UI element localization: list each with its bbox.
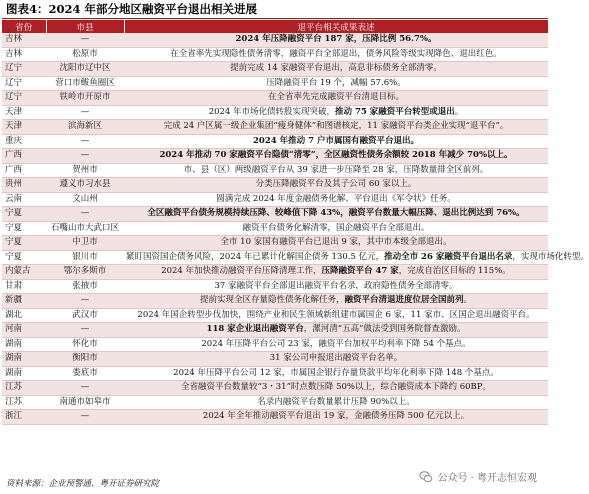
description-cell xyxy=(124,91,548,106)
province-cell: 内蒙古 xyxy=(2,265,46,280)
description-text: 。 xyxy=(463,295,473,306)
table-row xyxy=(2,192,548,207)
province-cell: 辽宁 xyxy=(2,62,46,77)
description-emphasis: 2024 年推动 70 家融资平台隐债“清零”，全区融资性债务余额较 2018 年减少 70%以上。 xyxy=(159,150,513,161)
description-text: 市、县（区）两级融资平台从 39 家进一步压降至 28 家，压降数量排全区前列。 xyxy=(183,164,489,175)
description-text: 名录内融资平台数量累计压降 90%以上。 xyxy=(257,396,415,407)
table-row xyxy=(2,395,548,410)
city-cell: 中卫市 xyxy=(46,236,124,251)
table-header-row xyxy=(2,20,548,33)
province-cell: 宁夏 xyxy=(2,250,46,265)
city-cell: — xyxy=(46,105,124,120)
watermark xyxy=(416,468,540,485)
table-row xyxy=(2,337,548,352)
table-row xyxy=(2,279,548,294)
city-cell: 南通市如皋市 xyxy=(46,395,124,410)
city-cell: — xyxy=(46,134,124,149)
table-row xyxy=(2,236,548,251)
table-row xyxy=(2,62,548,77)
description-text: 全省融资平台数量较“3・31”时点数压降 50%以上，综合融资成本下降约 60BP。 xyxy=(181,382,491,393)
province-cell: 云南 xyxy=(2,192,46,207)
description-text: 2024 年加快推动融资平台压降清理工作， xyxy=(161,266,322,277)
description-text: 分类压降融资平台及其子公司 60 家以上。 xyxy=(255,179,417,190)
table-row xyxy=(2,265,548,280)
description-text: 31 家公司申报退出融资平台名单。 xyxy=(269,353,403,364)
city-cell: 怀化市 xyxy=(46,337,124,352)
province-cell: 广西 xyxy=(2,163,46,178)
description-cell xyxy=(124,250,589,265)
description-emphasis: 推动全市 26 家融资平台退出名录 xyxy=(384,251,513,262)
province-cell: 天津 xyxy=(2,120,46,135)
description-text: 提前完成 14 家融资平台退出，高息非标债务全部清零。 xyxy=(230,63,442,74)
description-cell xyxy=(124,395,548,410)
province-cell: 广西 xyxy=(2,149,46,164)
city-cell: 衡阳市 xyxy=(46,352,124,367)
table-row xyxy=(2,105,548,120)
watermark-text: 公众号 · 粤开志恒宏观 xyxy=(437,473,537,484)
table-row xyxy=(2,381,548,396)
description-text: 完成 24 户区属一级企业集团“瘦身健体”和图谱核定，11 家融资平台类企业实现“退平台”。 xyxy=(163,121,509,132)
province-cell: 甘肃 xyxy=(2,279,46,294)
title-divider xyxy=(2,18,548,19)
description-cell xyxy=(124,294,548,309)
province-cell: 辽宁 xyxy=(2,91,46,106)
description-text: 圆满完成 2024 年度金融债务化解、平台退出《军令状》任务。 xyxy=(216,193,456,204)
city-cell: 遵义市习水县 xyxy=(46,178,124,193)
description-text: 2024 年压降平台公司 23 家，融资平台加权平均利率下降 54 个基点。 xyxy=(201,338,471,349)
table-row xyxy=(2,250,548,265)
description-text: 提前实现全区存量隐性债务化解任务， xyxy=(199,295,345,306)
header-description: 退平台相关成果表述 xyxy=(124,20,548,33)
table-row xyxy=(2,410,548,425)
city-cell: 银川市 xyxy=(46,250,124,265)
province-cell: 贵州 xyxy=(2,178,46,193)
table-row xyxy=(2,178,548,193)
description-cell xyxy=(124,279,548,294)
city-cell: — xyxy=(46,33,124,47)
table-row xyxy=(2,149,548,164)
source-note: 资料来源：企业预警通、粤开证券研究院 xyxy=(6,479,160,489)
table-row xyxy=(2,294,548,309)
description-text: 压降融资平台 19 个，减幅 57.6%。 xyxy=(266,77,406,88)
description-cell xyxy=(124,323,548,338)
description-emphasis: 融资平台清退进度位居全国前列 xyxy=(344,295,464,306)
province-cell: 浙江 xyxy=(2,410,46,425)
city-cell: — xyxy=(46,207,124,222)
city-cell: 营口市鲅鱼圈区 xyxy=(46,76,124,91)
province-cell: 天津 xyxy=(2,105,46,120)
city-cell: 武汉市 xyxy=(46,308,124,323)
province-cell: 宁夏 xyxy=(2,221,46,236)
table-row xyxy=(2,323,548,338)
city-cell: 沈阳市辽中区 xyxy=(46,62,124,77)
table-row xyxy=(2,308,548,323)
description-text: ，实现市场化转型。 xyxy=(512,251,589,262)
table-row xyxy=(2,207,548,222)
description-text: ，漯河清“五高”做法受到国务院督查激励。 xyxy=(303,324,466,335)
description-cell xyxy=(124,352,548,367)
description-cell xyxy=(124,163,548,178)
description-cell xyxy=(124,221,548,236)
province-cell: 湖南 xyxy=(2,366,46,381)
description-cell xyxy=(124,105,548,120)
wechat-icon xyxy=(419,470,433,484)
description-cell xyxy=(124,207,548,222)
description-text: 2024 年压降平台公司 12 家，市属国企银行存量贷款平均年化利率下降 148 个基点。 xyxy=(173,367,499,378)
city-cell: — xyxy=(46,381,124,396)
description-emphasis: 118 家企业退出融资平台 xyxy=(206,324,304,335)
description-cell xyxy=(124,366,548,381)
city-cell: — xyxy=(46,323,124,338)
province-cell: 湖北 xyxy=(2,308,46,323)
province-cell: 湖南 xyxy=(2,337,46,352)
city-cell: — xyxy=(46,410,124,425)
description-cell xyxy=(124,192,548,207)
description-text: 在全省率先实现隐性债务清零，融资平台全部退出，债务风险等级实现降色、退出红色。 xyxy=(170,48,502,59)
description-emphasis: 2024 年推动 7 户市属国有融资平台退出。 xyxy=(253,135,419,146)
province-cell: 重庆 xyxy=(2,134,46,149)
description-text: 37 家融资平台全部退出融资平台名录，政府隐性债务全部清零。 xyxy=(214,280,458,291)
description-cell xyxy=(124,62,548,77)
province-cell: 江苏 xyxy=(2,395,46,410)
description-emphasis: 压降融资平台 47 家 xyxy=(321,266,399,277)
province-cell: 新疆 xyxy=(2,294,46,309)
description-text: 全市 10 家国有融资平台已退出 9 家，其中市本级全部退出。 xyxy=(220,237,452,248)
description-cell xyxy=(124,120,548,135)
description-cell xyxy=(124,76,548,91)
table-row xyxy=(2,134,548,149)
city-cell: 贺州市 xyxy=(46,163,124,178)
description-cell xyxy=(124,134,548,149)
description-cell xyxy=(124,149,548,164)
table-row xyxy=(2,33,548,47)
province-cell: 湖南 xyxy=(2,352,46,367)
table-row xyxy=(2,47,548,62)
description-text: 融资平台债务化解清零，国企融资平台全部退出。 xyxy=(242,222,430,233)
table-row xyxy=(2,76,548,91)
province-cell: 河南 xyxy=(2,323,46,338)
description-text: 2024 年市场化债转股实现突破， xyxy=(208,106,336,117)
description-emphasis: 推动 75 家融资平台转型或退出 xyxy=(335,106,455,117)
province-cell: 江苏 xyxy=(2,381,46,396)
description-cell xyxy=(124,308,548,323)
description-cell xyxy=(124,33,548,47)
table-row xyxy=(2,120,548,135)
description-cell xyxy=(124,381,548,396)
province-cell: 宁夏 xyxy=(2,207,46,222)
description-cell xyxy=(124,178,548,193)
province-cell: 辽宁 xyxy=(2,76,46,91)
city-cell: 文山州 xyxy=(46,192,124,207)
city-cell: 松原市 xyxy=(46,47,124,62)
city-cell: 鄂尔多斯市 xyxy=(46,265,124,280)
header-city: 市县 xyxy=(46,20,124,33)
description-cell xyxy=(124,47,548,62)
city-cell: 石嘴山市大武口区 xyxy=(46,221,124,236)
progress-table xyxy=(2,20,589,425)
description-emphasis: 2024 年压降融资平台 187 家，压降比例 56.7%。 xyxy=(235,34,437,45)
table-row xyxy=(2,366,548,381)
header-province: 省份 xyxy=(2,20,46,33)
description-text: 紧盯国资国企债务风险，2024 年已累计化解国企债务 130.5 亿元， xyxy=(126,251,385,262)
description-emphasis: 全区融资平台债务规模持续压降、较峰值下降 43%，融资平台数量大幅压降、退出比例达到 76%。 xyxy=(147,208,525,219)
table-row xyxy=(2,221,548,236)
city-cell: 铁岭市开原市 xyxy=(46,91,124,106)
description-text: 2024 年国企转型步伐加快，围绕产业和民生领域新组建市属国企 6 家，11 家市、区国企退出融资平台。 xyxy=(137,309,535,320)
province-cell: 宁夏 xyxy=(2,236,46,251)
description-cell xyxy=(124,236,548,251)
city-cell: — xyxy=(46,149,124,164)
table-body xyxy=(2,33,589,424)
table-row xyxy=(2,163,548,178)
province-cell: 吉林 xyxy=(2,33,46,47)
table-row xyxy=(2,352,548,367)
description-text: ，完成自治区目标的 115%。 xyxy=(398,266,511,277)
table-row xyxy=(2,91,548,106)
description-cell xyxy=(124,337,548,352)
city-cell: 娄底市 xyxy=(46,366,124,381)
description-cell xyxy=(124,410,548,425)
figure-title: 图表4：2024 年部分地区融资平台退出相关进展 xyxy=(6,2,258,16)
description-text: 。 xyxy=(454,106,464,117)
description-text: 2024 年全年推动融资平台退出 19 家，金融债务压降 500 亿元以上。 xyxy=(202,411,470,422)
city-cell: — xyxy=(46,294,124,309)
description-text: 在全省率先完成融资平台清退目标。 xyxy=(267,92,404,103)
province-cell: 吉林 xyxy=(2,47,46,62)
description-cell xyxy=(124,265,548,280)
city-cell: 滨海新区 xyxy=(46,120,124,135)
city-cell: 张掖市 xyxy=(46,279,124,294)
